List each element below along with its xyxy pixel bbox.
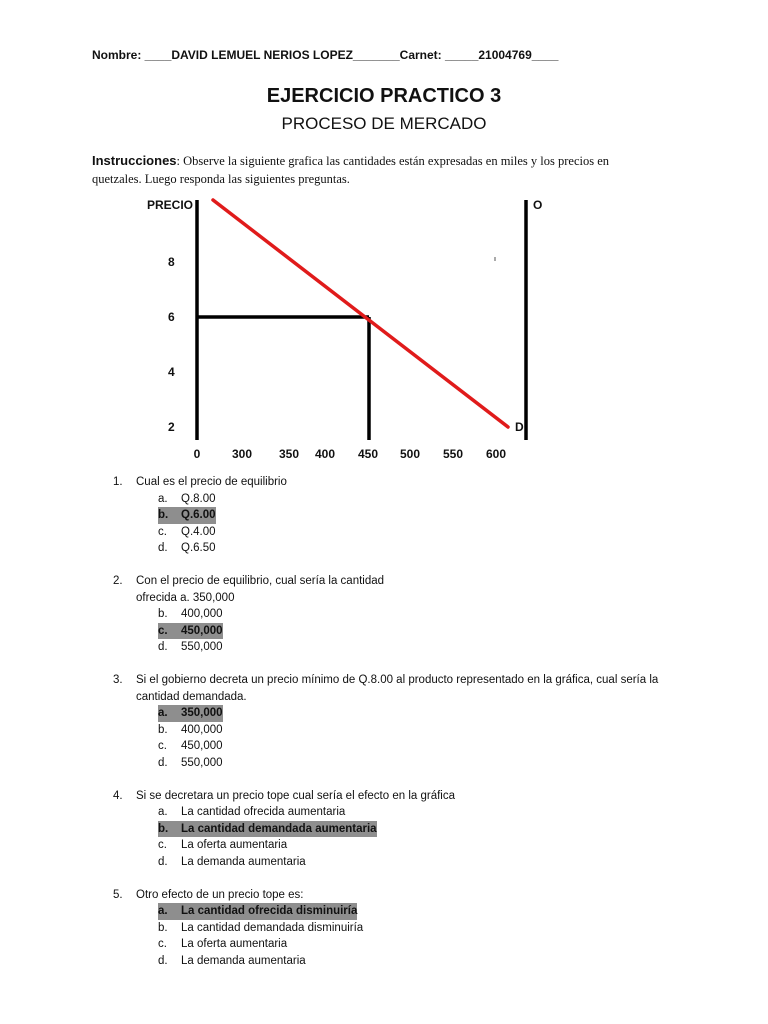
question-number: 1. [113, 476, 123, 488]
question-4 [113, 788, 673, 871]
y-tick-label: 6 [168, 310, 175, 324]
option-letter: b. [158, 921, 168, 934]
y-tick-label: 2 [168, 420, 175, 434]
demand-line [213, 200, 508, 427]
question-text: Cual es el precio de equilibrio [136, 476, 287, 488]
x-tick-label: 400 [314, 447, 336, 461]
option [158, 639, 673, 656]
option [158, 953, 673, 970]
question-row [113, 788, 673, 805]
x-tick-label: 0 [193, 447, 201, 461]
option-text: La oferta aumentaria [181, 938, 288, 950]
option-text: 550,000 [181, 756, 223, 769]
option-letter: c. [158, 938, 167, 950]
x-tick-label: 550 [442, 447, 464, 461]
x-tick-label: 350 [278, 447, 300, 461]
option-text: 450,000 [181, 740, 223, 752]
student-info-line: Nombre: ____DAVID LEMUEL NERIOS LOPEZ_______Carnet: _____21004769____ [92, 48, 559, 62]
option [158, 606, 673, 623]
instructions-paragraph [92, 152, 652, 188]
option-letter: c. [158, 525, 167, 538]
option [158, 854, 673, 871]
question-row [113, 887, 673, 904]
option [158, 804, 673, 821]
option-letter: d. [158, 542, 168, 554]
instructions-lead: Instrucciones [92, 153, 177, 168]
option-letter: a. [158, 903, 181, 920]
question-row [113, 672, 673, 705]
option-letter: d. [158, 641, 168, 653]
option-text: La cantidad demandada aumentaria [181, 821, 377, 838]
option-letter: d. [158, 756, 168, 769]
page-subtitle: PROCESO DE MERCADO [281, 114, 487, 133]
question-number: 2. [113, 575, 123, 587]
option-letter: a. [158, 492, 168, 505]
instructions-text: : Observe la siguiente grafica las cantidades están expresadas en miles y los precios en quetzales. Luego responda las siguientes preguntas. [92, 154, 610, 186]
option-text: La cantidad demandada disminuiría [181, 921, 364, 934]
x-tick-label: 450 [357, 447, 379, 461]
chart-layer [147, 198, 542, 461]
question-number: 4. [113, 789, 123, 802]
question-5 [113, 887, 673, 970]
option-text: La oferta aumentaria [181, 839, 288, 851]
option [158, 524, 673, 541]
question-text: Si el gobierno decreta un precio mínimo de Q.8.00 al producto representado en la gráfica, cual sería la cantidad demandada. [136, 674, 659, 703]
questions-list [113, 474, 673, 986]
option-letter: c. [158, 623, 181, 640]
option-selected [158, 623, 673, 640]
option-text: La cantidad ofrecida disminuiría [181, 903, 357, 920]
option-text: Q.6.00 [181, 507, 216, 524]
y-axis-label: PRECIO [147, 198, 194, 212]
option-text: 350,000 [181, 705, 223, 722]
option-letter: b. [158, 507, 181, 524]
question-text: Con el precio de equilibrio, cual sería la cantidad [136, 575, 385, 587]
y-tick-label: 8 [168, 255, 175, 269]
question-text: Si se decretara un precio tope cual sería el efecto en la gráfica [136, 789, 455, 802]
option-text: 450,000 [181, 623, 223, 640]
option-text: 400,000 [181, 723, 223, 736]
option [158, 540, 673, 557]
question-2 [113, 573, 673, 656]
option-letter: c. [158, 740, 167, 752]
supply-label: O [533, 198, 543, 212]
option-text: 550,000 [181, 641, 223, 653]
market-chart [0, 190, 768, 470]
option-letter: b. [158, 723, 168, 736]
question-text: Otro efecto de un precio tope es: [136, 888, 304, 901]
option-selected [158, 821, 673, 838]
option-selected [158, 903, 673, 920]
question-3 [113, 672, 673, 771]
option [158, 722, 673, 739]
option-letter: a. [158, 806, 168, 818]
option [158, 491, 673, 508]
x-tick-label: 600 [485, 447, 507, 461]
question-continuation: ofrecida a. 350,000 [136, 591, 235, 604]
demand-label: D [515, 420, 524, 434]
option-text: Q.4.00 [181, 525, 216, 538]
option-selected [158, 507, 673, 524]
option-text: La demanda aumentaria [181, 954, 306, 967]
option-letter: a. [158, 705, 181, 722]
option [158, 837, 673, 854]
option-selected [158, 705, 673, 722]
option [158, 755, 673, 772]
question-number: 5. [113, 888, 123, 901]
question-1 [113, 474, 673, 557]
option-text: La demanda aumentaria [181, 855, 306, 868]
question-number: 3. [113, 674, 123, 686]
option-text: Q.8.00 [181, 492, 216, 505]
option-letter: b. [158, 821, 181, 838]
option-text: La cantidad ofrecida aumentaria [181, 806, 346, 818]
option [158, 738, 673, 755]
page-title: EJERCICIO PRACTICO 3 [266, 85, 502, 107]
option-letter: c. [158, 839, 167, 851]
option-letter: b. [158, 608, 168, 620]
x-tick-label: 300 [231, 447, 253, 461]
y-tick-label: 4 [168, 365, 175, 379]
option-letter: d. [158, 855, 168, 868]
option [158, 936, 673, 953]
question-row [113, 474, 673, 491]
option-text: 400,000 [181, 608, 223, 620]
question-row [113, 573, 673, 590]
x-tick-label: 500 [399, 447, 421, 461]
option [158, 920, 673, 937]
option-text: Q.6.50 [181, 542, 216, 554]
option-letter: d. [158, 954, 168, 967]
